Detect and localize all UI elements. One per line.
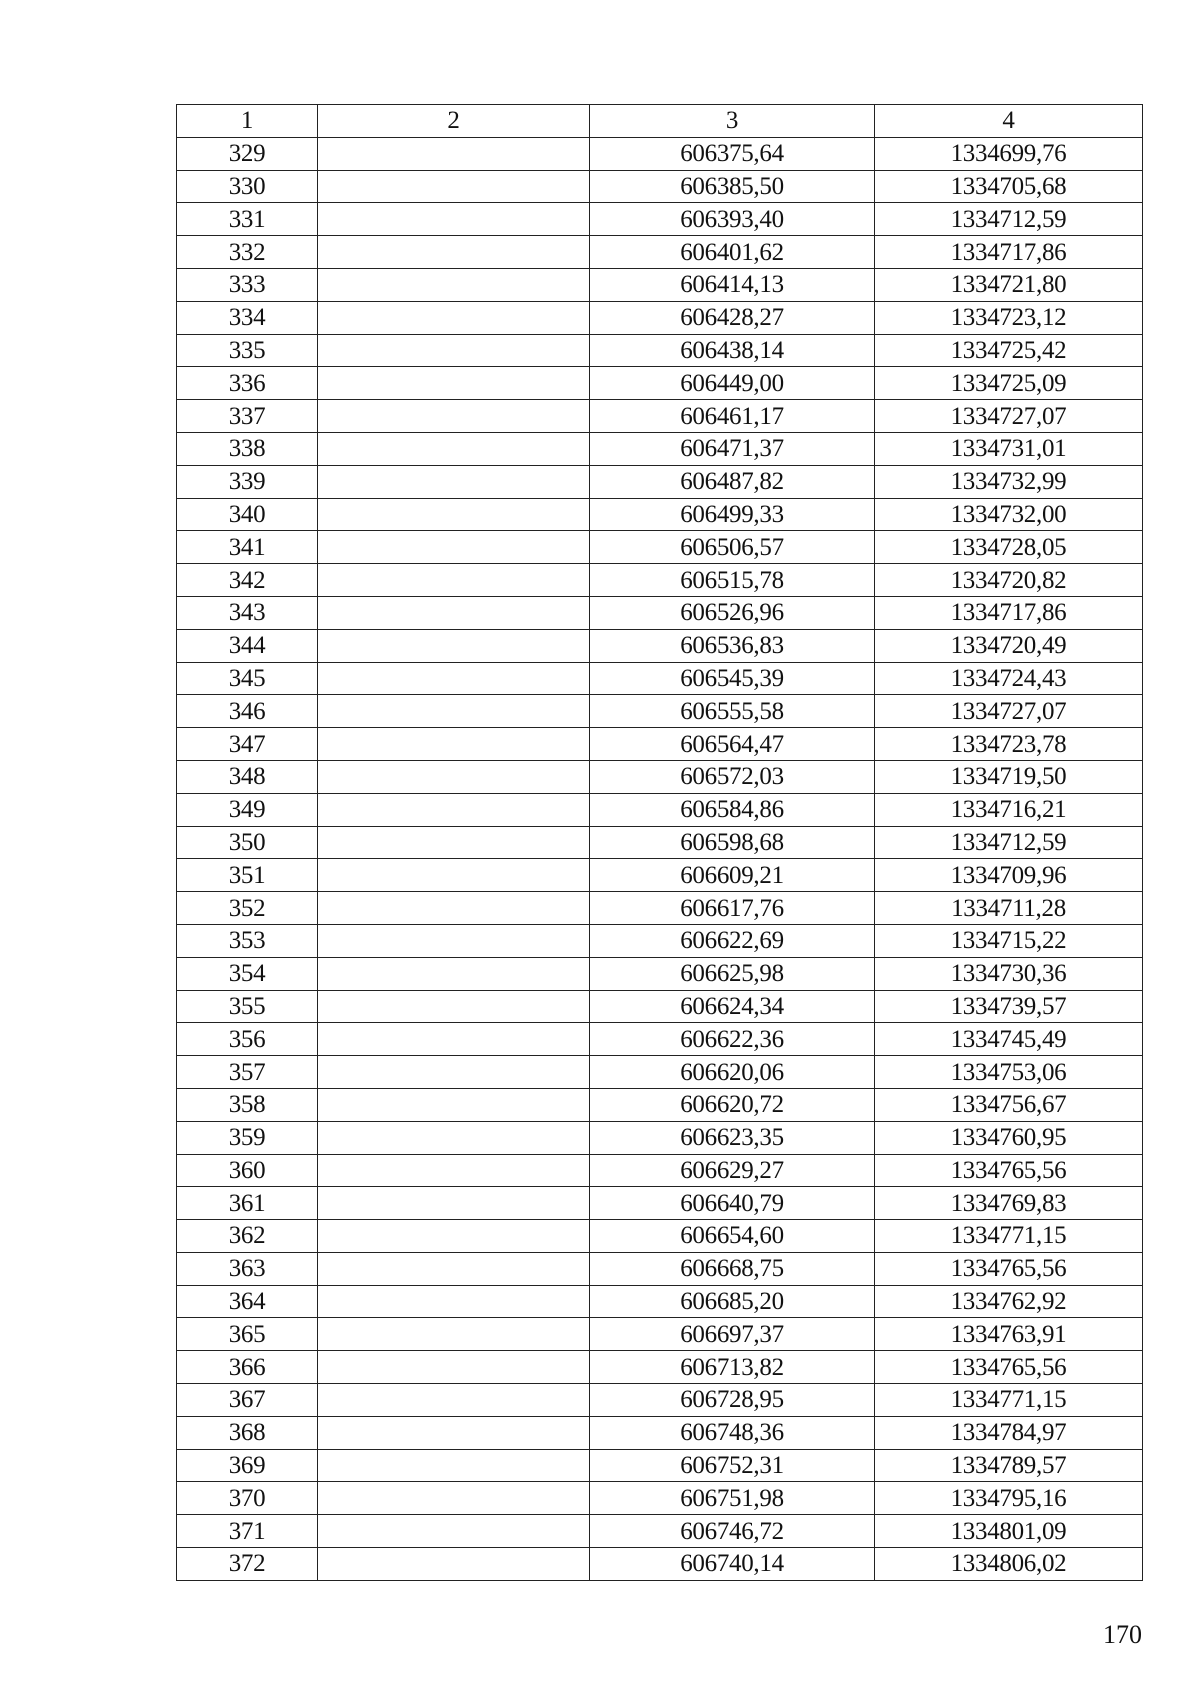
empty-cell: [318, 1416, 590, 1449]
point-number-cell: 332: [177, 236, 318, 269]
coord-x-cell: 606471,37: [590, 432, 875, 465]
table-row: [177, 465, 1143, 498]
empty-cell: [318, 1187, 590, 1220]
point-number-cell: 364: [177, 1285, 318, 1318]
empty-cell: [318, 465, 590, 498]
coord-y-cell: 1334739,57: [875, 990, 1143, 1023]
point-number-cell: 362: [177, 1220, 318, 1253]
empty-cell: [318, 137, 590, 170]
table-row: [177, 859, 1143, 892]
table-row: [177, 1023, 1143, 1056]
coord-x-cell: 606713,82: [590, 1351, 875, 1384]
coord-y-cell: 1334724,43: [875, 662, 1143, 695]
point-number-cell: 360: [177, 1154, 318, 1187]
coord-x-cell: 606545,39: [590, 662, 875, 695]
coord-x-cell: 606624,34: [590, 990, 875, 1023]
empty-cell: [318, 596, 590, 629]
coord-x-cell: 606438,14: [590, 334, 875, 367]
empty-cell: [318, 1220, 590, 1253]
point-number-cell: 358: [177, 1088, 318, 1121]
coord-y-cell: 1334806,02: [875, 1548, 1143, 1581]
table-row: [177, 1416, 1143, 1449]
table-row: [177, 203, 1143, 236]
coord-x-cell: 606499,33: [590, 498, 875, 531]
empty-cell: [318, 1318, 590, 1351]
coord-y-cell: 1334711,28: [875, 892, 1143, 925]
table-row: [177, 892, 1143, 925]
coord-y-cell: 1334801,09: [875, 1515, 1143, 1548]
table-row: [177, 695, 1143, 728]
empty-cell: [318, 531, 590, 564]
coord-x-cell: 606555,58: [590, 695, 875, 728]
coord-y-cell: 1334760,95: [875, 1121, 1143, 1154]
coord-y-cell: 1334712,59: [875, 203, 1143, 236]
point-number-cell: 344: [177, 629, 318, 662]
empty-cell: [318, 793, 590, 826]
empty-cell: [318, 170, 590, 203]
table-row: [177, 170, 1143, 203]
point-number-cell: 338: [177, 432, 318, 465]
point-number-cell: 356: [177, 1023, 318, 1056]
coord-y-cell: 1334730,36: [875, 957, 1143, 990]
point-number-cell: 370: [177, 1482, 318, 1515]
coord-x-cell: 606375,64: [590, 137, 875, 170]
table-row: [177, 268, 1143, 301]
point-number-cell: 367: [177, 1384, 318, 1417]
coord-y-cell: 1334721,80: [875, 268, 1143, 301]
empty-cell: [318, 859, 590, 892]
coord-y-cell: 1334771,15: [875, 1384, 1143, 1417]
coord-x-cell: 606685,20: [590, 1285, 875, 1318]
table-row: [177, 1515, 1143, 1548]
point-number-cell: 330: [177, 170, 318, 203]
empty-cell: [318, 1121, 590, 1154]
table-row: [177, 236, 1143, 269]
table-header: [177, 105, 1143, 138]
table-row: [177, 400, 1143, 433]
empty-cell: [318, 367, 590, 400]
coord-y-cell: 1334765,56: [875, 1154, 1143, 1187]
point-number-cell: 369: [177, 1449, 318, 1482]
coord-y-cell: 1334762,92: [875, 1285, 1143, 1318]
table-row: [177, 301, 1143, 334]
empty-cell: [318, 1384, 590, 1417]
table-row: [177, 1121, 1143, 1154]
empty-cell: [318, 728, 590, 761]
empty-cell: [318, 1285, 590, 1318]
table-row: [177, 957, 1143, 990]
coord-x-cell: 606752,31: [590, 1449, 875, 1482]
coord-x-cell: 606564,47: [590, 728, 875, 761]
coord-x-cell: 606640,79: [590, 1187, 875, 1220]
coord-x-cell: 606748,36: [590, 1416, 875, 1449]
point-number-cell: 353: [177, 924, 318, 957]
coord-y-cell: 1334719,50: [875, 760, 1143, 793]
empty-cell: [318, 203, 590, 236]
empty-cell: [318, 400, 590, 433]
empty-cell: [318, 1548, 590, 1581]
point-number-cell: 346: [177, 695, 318, 728]
coord-x-cell: 606572,03: [590, 760, 875, 793]
table-row: [177, 1154, 1143, 1187]
table-row: [177, 1351, 1143, 1384]
table-row: [177, 793, 1143, 826]
point-number-cell: 372: [177, 1548, 318, 1581]
empty-cell: [318, 924, 590, 957]
empty-cell: [318, 662, 590, 695]
coord-y-cell: 1334723,78: [875, 728, 1143, 761]
empty-cell: [318, 695, 590, 728]
coord-y-cell: 1334717,86: [875, 596, 1143, 629]
coord-x-cell: 606740,14: [590, 1548, 875, 1581]
table-body: [177, 137, 1143, 1580]
point-number-cell: 341: [177, 531, 318, 564]
empty-cell: [318, 1351, 590, 1384]
empty-cell: [318, 236, 590, 269]
table-row: [177, 1220, 1143, 1253]
coord-y-cell: 1334705,68: [875, 170, 1143, 203]
coord-y-cell: 1334753,06: [875, 1056, 1143, 1089]
coord-y-cell: 1334765,56: [875, 1351, 1143, 1384]
coord-x-cell: 606668,75: [590, 1252, 875, 1285]
coord-x-cell: 606449,00: [590, 367, 875, 400]
table-row: [177, 629, 1143, 662]
coord-x-cell: 606584,86: [590, 793, 875, 826]
coord-x-cell: 606428,27: [590, 301, 875, 334]
coord-x-cell: 606654,60: [590, 1220, 875, 1253]
table-row: [177, 760, 1143, 793]
table-row: [177, 1384, 1143, 1417]
table-row: [177, 334, 1143, 367]
table-row: [177, 498, 1143, 531]
empty-cell: [318, 1154, 590, 1187]
empty-cell: [318, 1056, 590, 1089]
table-row: [177, 137, 1143, 170]
empty-cell: [318, 990, 590, 1023]
point-number-cell: 357: [177, 1056, 318, 1089]
coordinates-table: [176, 104, 1143, 1581]
table-row: [177, 596, 1143, 629]
point-number-cell: 329: [177, 137, 318, 170]
coord-y-cell: 1334728,05: [875, 531, 1143, 564]
table-row: [177, 1285, 1143, 1318]
coord-y-cell: 1334732,99: [875, 465, 1143, 498]
coord-x-cell: 606622,69: [590, 924, 875, 957]
table-row: [177, 367, 1143, 400]
coord-x-cell: 606620,72: [590, 1088, 875, 1121]
point-number-cell: 350: [177, 826, 318, 859]
point-number-cell: 368: [177, 1416, 318, 1449]
point-number-cell: 366: [177, 1351, 318, 1384]
coord-y-cell: 1334789,57: [875, 1449, 1143, 1482]
coord-y-cell: 1334716,21: [875, 793, 1143, 826]
coord-y-cell: 1334765,56: [875, 1252, 1143, 1285]
point-number-cell: 335: [177, 334, 318, 367]
header-col-2: 2: [318, 105, 590, 138]
coord-y-cell: 1334732,00: [875, 498, 1143, 531]
empty-cell: [318, 498, 590, 531]
coord-x-cell: 606609,21: [590, 859, 875, 892]
empty-cell: [318, 334, 590, 367]
coord-x-cell: 606515,78: [590, 564, 875, 597]
point-number-cell: 337: [177, 400, 318, 433]
table-row: [177, 826, 1143, 859]
table-row: [177, 1449, 1143, 1482]
table-row: [177, 1482, 1143, 1515]
coord-y-cell: 1334771,15: [875, 1220, 1143, 1253]
coord-y-cell: 1334727,07: [875, 400, 1143, 433]
table-row: [177, 531, 1143, 564]
point-number-cell: 363: [177, 1252, 318, 1285]
table-row: [177, 1318, 1143, 1351]
point-number-cell: 334: [177, 301, 318, 334]
empty-cell: [318, 957, 590, 990]
coord-x-cell: 606414,13: [590, 268, 875, 301]
table-row: [177, 1056, 1143, 1089]
table-row: [177, 1187, 1143, 1220]
coord-y-cell: 1334699,76: [875, 137, 1143, 170]
table-row: [177, 1548, 1143, 1581]
coord-y-cell: 1334745,49: [875, 1023, 1143, 1056]
coord-y-cell: 1334769,83: [875, 1187, 1143, 1220]
empty-cell: [318, 564, 590, 597]
coord-x-cell: 606393,40: [590, 203, 875, 236]
coord-y-cell: 1334712,59: [875, 826, 1143, 859]
table-row: [177, 728, 1143, 761]
header-col-1: 1: [177, 105, 318, 138]
empty-cell: [318, 268, 590, 301]
empty-cell: [318, 1482, 590, 1515]
coord-x-cell: 606746,72: [590, 1515, 875, 1548]
coord-y-cell: 1334715,22: [875, 924, 1143, 957]
point-number-cell: 352: [177, 892, 318, 925]
coord-y-cell: 1334723,12: [875, 301, 1143, 334]
coord-y-cell: 1334731,01: [875, 432, 1143, 465]
empty-cell: [318, 301, 590, 334]
coord-x-cell: 606751,98: [590, 1482, 875, 1515]
point-number-cell: 351: [177, 859, 318, 892]
coord-y-cell: 1334720,82: [875, 564, 1143, 597]
coord-x-cell: 606526,96: [590, 596, 875, 629]
table-row: [177, 924, 1143, 957]
point-number-cell: 347: [177, 728, 318, 761]
coord-x-cell: 606617,76: [590, 892, 875, 925]
coord-y-cell: 1334756,67: [875, 1088, 1143, 1121]
empty-cell: [318, 1088, 590, 1121]
coord-x-cell: 606622,36: [590, 1023, 875, 1056]
coord-y-cell: 1334725,42: [875, 334, 1143, 367]
point-number-cell: 371: [177, 1515, 318, 1548]
point-number-cell: 355: [177, 990, 318, 1023]
coord-x-cell: 606625,98: [590, 957, 875, 990]
point-number-cell: 339: [177, 465, 318, 498]
coord-x-cell: 606697,37: [590, 1318, 875, 1351]
table-row: [177, 1252, 1143, 1285]
point-number-cell: 336: [177, 367, 318, 400]
table-row: [177, 432, 1143, 465]
coord-y-cell: 1334784,97: [875, 1416, 1143, 1449]
table-row: [177, 662, 1143, 695]
point-number-cell: 348: [177, 760, 318, 793]
empty-cell: [318, 1449, 590, 1482]
point-number-cell: 333: [177, 268, 318, 301]
empty-cell: [318, 760, 590, 793]
coord-x-cell: 606506,57: [590, 531, 875, 564]
point-number-cell: 343: [177, 596, 318, 629]
point-number-cell: 349: [177, 793, 318, 826]
coord-x-cell: 606598,68: [590, 826, 875, 859]
point-number-cell: 340: [177, 498, 318, 531]
coord-x-cell: 606536,83: [590, 629, 875, 662]
table-row: [177, 990, 1143, 1023]
coord-y-cell: 1334709,96: [875, 859, 1143, 892]
coord-x-cell: 606487,82: [590, 465, 875, 498]
page-number: 170: [1103, 1620, 1142, 1649]
coord-y-cell: 1334727,07: [875, 695, 1143, 728]
header-row: [177, 105, 1143, 138]
coord-x-cell: 606623,35: [590, 1121, 875, 1154]
point-number-cell: 331: [177, 203, 318, 236]
empty-cell: [318, 629, 590, 662]
empty-cell: [318, 1252, 590, 1285]
table-row: [177, 1088, 1143, 1121]
coord-x-cell: 606629,27: [590, 1154, 875, 1187]
header-col-4: 4: [875, 105, 1143, 138]
coord-x-cell: 606620,06: [590, 1056, 875, 1089]
coord-x-cell: 606385,50: [590, 170, 875, 203]
coord-y-cell: 1334720,49: [875, 629, 1143, 662]
coord-y-cell: 1334795,16: [875, 1482, 1143, 1515]
empty-cell: [318, 1023, 590, 1056]
coord-x-cell: 606728,95: [590, 1384, 875, 1417]
empty-cell: [318, 432, 590, 465]
coord-y-cell: 1334725,09: [875, 367, 1143, 400]
coord-x-cell: 606401,62: [590, 236, 875, 269]
point-number-cell: 354: [177, 957, 318, 990]
header-col-3: 3: [590, 105, 875, 138]
empty-cell: [318, 892, 590, 925]
point-number-cell: 365: [177, 1318, 318, 1351]
table-row: [177, 564, 1143, 597]
point-number-cell: 359: [177, 1121, 318, 1154]
coord-y-cell: 1334717,86: [875, 236, 1143, 269]
coord-x-cell: 606461,17: [590, 400, 875, 433]
point-number-cell: 361: [177, 1187, 318, 1220]
point-number-cell: 342: [177, 564, 318, 597]
empty-cell: [318, 1515, 590, 1548]
empty-cell: [318, 826, 590, 859]
coord-y-cell: 1334763,91: [875, 1318, 1143, 1351]
point-number-cell: 345: [177, 662, 318, 695]
